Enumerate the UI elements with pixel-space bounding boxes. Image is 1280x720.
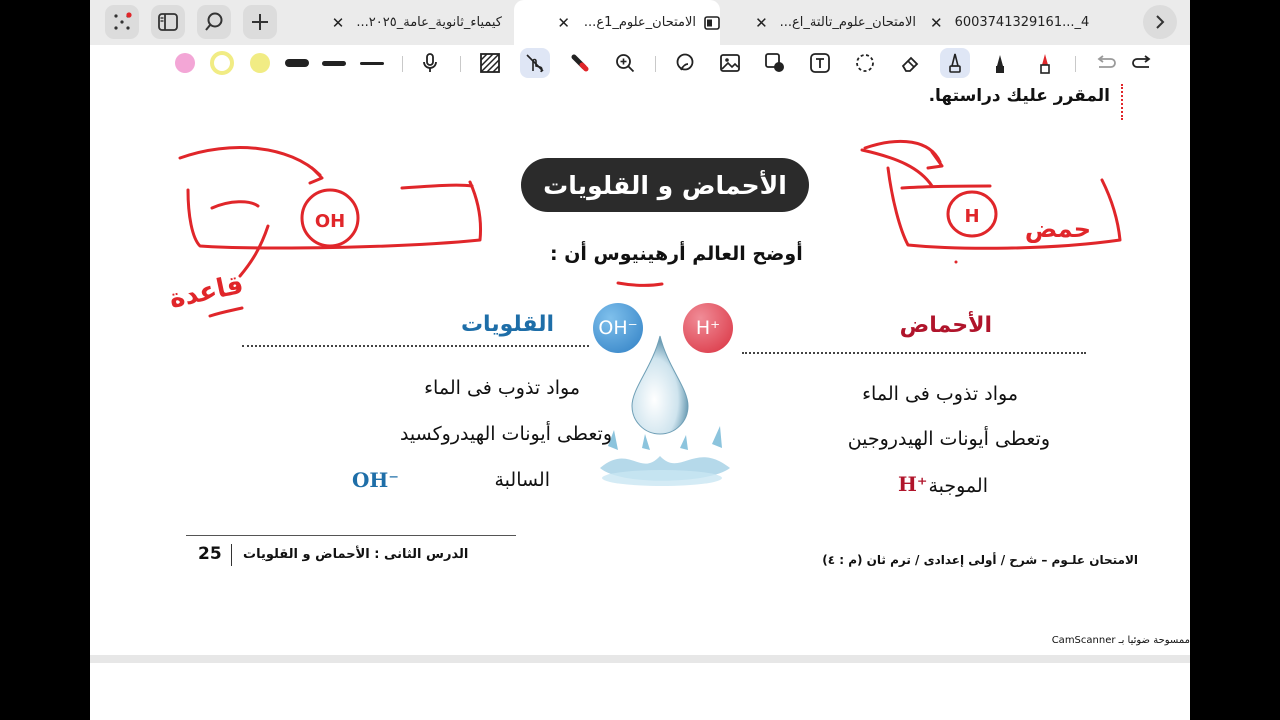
close-icon[interactable]: ✕: [331, 13, 345, 32]
bases-formula: OH⁻: [352, 468, 399, 492]
tab-label: 6003741329161..._4: [954, 15, 1090, 30]
close-icon[interactable]: ✕: [930, 13, 943, 32]
tab-label: الامتحان_علوم_1ع...: [583, 15, 696, 30]
tab-label: الامتحان_علوم_تالتة_اع...: [779, 15, 916, 30]
handwritten-annotations: [90, 0, 1190, 720]
bases-line-2: وتعطى أيونات الهيدروكسيد: [399, 423, 612, 445]
ink-curve-left: [180, 148, 320, 175]
tab-label: كيمياء_ثانوية_عامة_٢٠٢٥...: [356, 15, 502, 30]
ink-text-h: H: [964, 206, 980, 227]
acids-line-1: مواد تذوب فى الماء: [862, 383, 1018, 405]
bases-line-3: السالبة: [494, 469, 550, 491]
ink-text-oh: OH: [314, 211, 346, 232]
hydroxide-ion-bubble: OH⁻: [593, 303, 643, 353]
acids-formula: H⁺: [898, 472, 928, 496]
hydrogen-ion-bubble: H⁺: [683, 303, 733, 353]
close-icon[interactable]: ✕: [557, 13, 570, 32]
top-text: المقرر عليك دراستها.: [928, 86, 1110, 106]
acids-line-3: الموجبة: [928, 475, 988, 497]
camscanner-watermark: ممسوحة ضوئيا بـ CamScanner: [1051, 635, 1190, 646]
acids-line-2: وتعطى أيونات الهيدروجين: [847, 428, 1050, 450]
book-label: الامتحان علـوم – شرح / أولى إعدادى / ترم ثان (م : ٤): [822, 553, 1138, 567]
page-title: الأحماض و القلويات: [521, 158, 809, 212]
page-number: 25: [198, 544, 222, 564]
bases-heading: القلويات: [460, 312, 554, 337]
acids-heading: الأحماض: [899, 313, 992, 338]
lesson-label: الدرس الثانى : الأحماض و القلويات: [243, 547, 469, 562]
bases-line-1: مواد تذوب فى الماء: [424, 377, 580, 399]
ink-text-acid: حمض: [1024, 215, 1092, 243]
app-window: [90, 0, 1190, 720]
ink-text-base: قاعدة: [166, 269, 247, 315]
close-icon[interactable]: ✕: [755, 13, 768, 32]
subtitle: أوضح العالم أرهينيوس أن :: [550, 243, 803, 265]
